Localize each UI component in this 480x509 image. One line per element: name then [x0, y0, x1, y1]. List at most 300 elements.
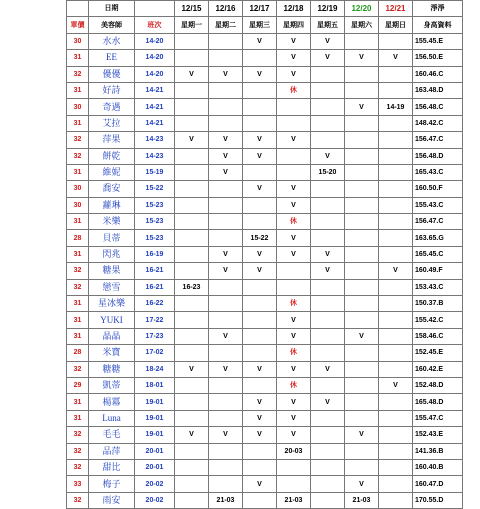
day-cell: V — [243, 66, 277, 82]
table-row — [67, 492, 463, 508]
day-cell — [311, 99, 345, 115]
name-cell: 品萍 — [89, 443, 135, 459]
table-row — [67, 328, 463, 344]
day-cell — [277, 164, 311, 180]
date-cell: 12/19 — [311, 1, 345, 17]
table-row — [67, 427, 463, 443]
day-cell — [345, 115, 379, 131]
day-cell — [379, 214, 413, 230]
name-cell: 楊冪 — [89, 394, 135, 410]
day-cell — [175, 492, 209, 508]
day-cell — [209, 230, 243, 246]
class-cell: 17-22 — [135, 312, 175, 328]
day-cell — [243, 345, 277, 361]
id-cell: 156.47.C — [413, 132, 463, 148]
day-cell — [311, 443, 345, 459]
day-cell: V — [311, 50, 345, 66]
order-cell: 31 — [67, 312, 89, 328]
table-row — [67, 296, 463, 312]
day-cell — [175, 181, 209, 197]
day-cell — [175, 345, 209, 361]
day-cell: V — [209, 263, 243, 279]
name-cell: 毛毛 — [89, 427, 135, 443]
day-cell: V — [209, 427, 243, 443]
class-cell: 14-23 — [135, 148, 175, 164]
day-cell — [243, 164, 277, 180]
day-cell: V — [277, 410, 311, 426]
order-cell: 29 — [67, 377, 89, 393]
day-cell — [345, 132, 379, 148]
day-cell: 20-03 — [277, 443, 311, 459]
day-cell — [175, 230, 209, 246]
date-cell-sunday: 12/21 — [379, 1, 413, 17]
day-cell — [311, 66, 345, 82]
day-cell — [243, 296, 277, 312]
day-cell — [209, 214, 243, 230]
weekday-cell: 星期六 — [345, 17, 379, 33]
id-cell: 170.55.D — [413, 492, 463, 508]
class-cell: 17-23 — [135, 328, 175, 344]
id-cell: 160.42.E — [413, 361, 463, 377]
day-cell — [175, 115, 209, 131]
day-cell — [243, 115, 277, 131]
order-cell: 28 — [67, 230, 89, 246]
table-row — [67, 181, 463, 197]
day-cell — [209, 345, 243, 361]
day-cell — [345, 410, 379, 426]
day-cell — [175, 410, 209, 426]
order-cell: 31 — [67, 410, 89, 426]
class-cell: 19-01 — [135, 410, 175, 426]
id-cell: 155.42.C — [413, 312, 463, 328]
day-cell — [379, 394, 413, 410]
day-cell — [209, 377, 243, 393]
col-class-header: 班次 — [135, 17, 175, 33]
order-cell: 28 — [67, 345, 89, 361]
day-cell: V — [277, 427, 311, 443]
day-cell — [311, 181, 345, 197]
day-cell — [345, 148, 379, 164]
date-cell: 12/16 — [209, 1, 243, 17]
col-id-header: 身高資料 — [413, 17, 463, 33]
order-cell: 32 — [67, 361, 89, 377]
day-cell — [345, 197, 379, 213]
day-cell — [379, 246, 413, 262]
header-standard: 淨淨 — [413, 1, 463, 17]
day-cell — [243, 99, 277, 115]
day-cell: V — [345, 99, 379, 115]
name-cell: 維妮 — [89, 164, 135, 180]
day-cell: 休 — [277, 296, 311, 312]
class-cell: 17-02 — [135, 345, 175, 361]
order-cell: 32 — [67, 132, 89, 148]
name-cell: 閃兆 — [89, 246, 135, 262]
header-row-columns — [67, 17, 463, 33]
id-cell: 152.43.E — [413, 427, 463, 443]
day-cell — [175, 394, 209, 410]
order-cell: 31 — [67, 394, 89, 410]
day-cell — [345, 296, 379, 312]
day-cell — [345, 66, 379, 82]
day-cell: V — [243, 361, 277, 377]
order-cell: 30 — [67, 99, 89, 115]
day-cell — [345, 181, 379, 197]
day-cell: V — [277, 394, 311, 410]
day-cell — [311, 459, 345, 475]
name-cell: 糖糖 — [89, 361, 135, 377]
day-cell: V — [277, 328, 311, 344]
day-cell — [379, 476, 413, 492]
id-cell: 155.43.C — [413, 197, 463, 213]
table-row — [67, 345, 463, 361]
day-cell — [243, 377, 277, 393]
day-cell — [175, 377, 209, 393]
class-cell: 20-01 — [135, 459, 175, 475]
day-cell — [277, 99, 311, 115]
day-cell — [209, 33, 243, 49]
name-cell: 喬安 — [89, 181, 135, 197]
class-cell: 14-21 — [135, 115, 175, 131]
day-cell — [277, 279, 311, 295]
day-cell — [209, 394, 243, 410]
name-cell: 晶晶 — [89, 328, 135, 344]
day-cell: 15-20 — [311, 164, 345, 180]
day-cell — [379, 66, 413, 82]
order-cell: 31 — [67, 328, 89, 344]
id-cell: 155.47.C — [413, 410, 463, 426]
class-cell: 19-01 — [135, 394, 175, 410]
day-cell: V — [243, 246, 277, 262]
day-cell — [345, 345, 379, 361]
day-cell — [379, 279, 413, 295]
name-cell: EE — [89, 50, 135, 66]
day-cell — [209, 476, 243, 492]
day-cell — [175, 197, 209, 213]
day-cell — [379, 82, 413, 98]
day-cell: 21-03 — [277, 492, 311, 508]
day-cell — [175, 246, 209, 262]
order-cell: 31 — [67, 164, 89, 180]
table-row — [67, 443, 463, 459]
day-cell: V — [209, 328, 243, 344]
name-cell: Luna — [89, 410, 135, 426]
day-cell: V — [277, 66, 311, 82]
day-cell: V — [209, 361, 243, 377]
day-cell — [209, 312, 243, 328]
class-cell: 15-23 — [135, 214, 175, 230]
day-cell — [379, 361, 413, 377]
day-cell — [379, 427, 413, 443]
class-cell: 19-01 — [135, 427, 175, 443]
weekday-cell: 星期一 — [175, 17, 209, 33]
name-cell: YUKI — [89, 312, 135, 328]
header-blank — [67, 1, 89, 17]
day-cell — [243, 328, 277, 344]
name-cell: 凱蒂 — [89, 377, 135, 393]
day-cell — [379, 328, 413, 344]
table-row — [67, 279, 463, 295]
class-cell: 18-01 — [135, 377, 175, 393]
day-cell — [379, 443, 413, 459]
day-cell: V — [243, 263, 277, 279]
day-cell: 15-22 — [243, 230, 277, 246]
weekday-cell: 星期二 — [209, 17, 243, 33]
id-cell: 160.46.C — [413, 66, 463, 82]
day-cell: V — [311, 246, 345, 262]
day-cell: V — [345, 476, 379, 492]
day-cell — [345, 230, 379, 246]
day-cell — [311, 214, 345, 230]
day-cell — [277, 263, 311, 279]
order-cell: 30 — [67, 33, 89, 49]
header-date-label: 日期 — [89, 1, 135, 17]
name-cell: 蘿琳 — [89, 197, 135, 213]
day-cell — [311, 410, 345, 426]
day-cell: 休 — [277, 214, 311, 230]
weekday-cell: 星期五 — [311, 17, 345, 33]
schedule-table — [66, 0, 463, 509]
day-cell: V — [243, 132, 277, 148]
class-cell: 20-02 — [135, 492, 175, 508]
day-cell: V — [209, 164, 243, 180]
day-cell: V — [277, 312, 311, 328]
day-cell: V — [277, 361, 311, 377]
day-cell — [209, 296, 243, 312]
id-cell: 165.45.C — [413, 246, 463, 262]
id-cell: 160.49.F — [413, 263, 463, 279]
id-cell: 156.47.C — [413, 214, 463, 230]
name-cell: 好詩 — [89, 82, 135, 98]
table-row — [67, 115, 463, 131]
day-cell: V — [311, 33, 345, 49]
day-cell — [209, 99, 243, 115]
day-cell — [311, 377, 345, 393]
class-cell: 15-23 — [135, 197, 175, 213]
day-cell — [345, 214, 379, 230]
day-cell — [243, 279, 277, 295]
order-cell: 31 — [67, 82, 89, 98]
day-cell — [209, 50, 243, 66]
class-cell: 16-21 — [135, 263, 175, 279]
order-cell: 32 — [67, 459, 89, 475]
class-cell: 14-20 — [135, 50, 175, 66]
day-cell: V — [345, 328, 379, 344]
table-row — [67, 476, 463, 492]
table-row — [67, 312, 463, 328]
day-cell — [379, 410, 413, 426]
day-cell — [277, 115, 311, 131]
id-cell: 152.45.E — [413, 345, 463, 361]
day-cell — [379, 492, 413, 508]
day-cell: V — [311, 394, 345, 410]
order-cell: 31 — [67, 115, 89, 131]
day-cell: V — [209, 66, 243, 82]
id-cell: 165.43.C — [413, 164, 463, 180]
day-cell — [209, 197, 243, 213]
day-cell — [175, 459, 209, 475]
day-cell — [277, 148, 311, 164]
table-row — [67, 377, 463, 393]
day-cell — [243, 214, 277, 230]
day-cell: 休 — [277, 82, 311, 98]
day-cell: V — [209, 148, 243, 164]
weekday-cell: 星期三 — [243, 17, 277, 33]
day-cell — [345, 164, 379, 180]
day-cell — [209, 279, 243, 295]
date-cell: 12/17 — [243, 1, 277, 17]
day-cell — [243, 459, 277, 475]
day-cell — [311, 197, 345, 213]
header-blank — [135, 1, 175, 17]
day-cell: V — [277, 33, 311, 49]
day-cell — [379, 197, 413, 213]
day-cell — [379, 33, 413, 49]
order-cell: 32 — [67, 66, 89, 82]
day-cell — [311, 296, 345, 312]
id-cell: 155.45.E — [413, 33, 463, 49]
day-cell: 休 — [277, 345, 311, 361]
day-cell — [311, 476, 345, 492]
order-cell: 32 — [67, 443, 89, 459]
name-cell: 優優 — [89, 66, 135, 82]
id-cell: 150.37.B — [413, 296, 463, 312]
day-cell — [243, 443, 277, 459]
name-cell: 梅子 — [89, 476, 135, 492]
name-cell: 糖果 — [89, 263, 135, 279]
day-cell: V — [311, 148, 345, 164]
day-cell: V — [243, 181, 277, 197]
order-cell: 32 — [67, 263, 89, 279]
day-cell: V — [311, 263, 345, 279]
day-cell: V — [243, 394, 277, 410]
weekday-cell: 星期日 — [379, 17, 413, 33]
day-cell: 21-03 — [345, 492, 379, 508]
day-cell — [175, 443, 209, 459]
day-cell — [379, 181, 413, 197]
table-row — [67, 132, 463, 148]
day-cell: V — [379, 263, 413, 279]
day-cell — [243, 197, 277, 213]
day-cell: V — [243, 427, 277, 443]
day-cell — [311, 279, 345, 295]
day-cell: V — [345, 50, 379, 66]
id-cell: 160.47.D — [413, 476, 463, 492]
day-cell: V — [379, 377, 413, 393]
day-cell — [311, 345, 345, 361]
day-cell — [345, 394, 379, 410]
class-cell: 14-21 — [135, 99, 175, 115]
day-cell: 休 — [277, 377, 311, 393]
class-cell: 16-21 — [135, 279, 175, 295]
name-cell: 米樂 — [89, 214, 135, 230]
day-cell — [175, 296, 209, 312]
day-cell — [379, 115, 413, 131]
id-cell: 148.42.C — [413, 115, 463, 131]
day-cell — [175, 476, 209, 492]
name-cell: 奇遇 — [89, 99, 135, 115]
class-cell: 14-23 — [135, 132, 175, 148]
day-cell — [345, 279, 379, 295]
day-cell: V — [243, 410, 277, 426]
day-cell — [345, 246, 379, 262]
order-cell: 32 — [67, 427, 89, 443]
day-cell — [209, 181, 243, 197]
order-cell: 33 — [67, 476, 89, 492]
day-cell: 14-19 — [379, 99, 413, 115]
id-cell: 153.43.C — [413, 279, 463, 295]
table-row — [67, 410, 463, 426]
table-row — [67, 459, 463, 475]
table-row — [67, 99, 463, 115]
day-cell — [175, 99, 209, 115]
table-row — [67, 164, 463, 180]
date-cell-saturday: 12/20 — [345, 1, 379, 17]
id-cell: 156.48.D — [413, 148, 463, 164]
day-cell: V — [209, 132, 243, 148]
day-cell — [311, 230, 345, 246]
id-cell: 156.50.E — [413, 50, 463, 66]
date-cell: 12/15 — [175, 1, 209, 17]
day-cell — [345, 33, 379, 49]
id-cell: 156.48.C — [413, 99, 463, 115]
table-row — [67, 66, 463, 82]
day-cell — [311, 132, 345, 148]
order-cell: 31 — [67, 246, 89, 262]
day-cell: V — [277, 50, 311, 66]
day-cell: V — [277, 230, 311, 246]
day-cell — [345, 312, 379, 328]
name-cell: 米寶 — [89, 345, 135, 361]
class-cell: 18-24 — [135, 361, 175, 377]
day-cell — [175, 148, 209, 164]
id-cell: 141.36.B — [413, 443, 463, 459]
day-cell: V — [277, 132, 311, 148]
day-cell: V — [243, 148, 277, 164]
day-cell: V — [277, 181, 311, 197]
day-cell — [175, 214, 209, 230]
order-cell: 31 — [67, 214, 89, 230]
day-cell — [209, 82, 243, 98]
day-cell — [175, 312, 209, 328]
order-cell: 32 — [67, 279, 89, 295]
day-cell — [243, 312, 277, 328]
name-cell: 雨安 — [89, 492, 135, 508]
table-row — [67, 50, 463, 66]
day-cell — [345, 82, 379, 98]
table-row — [67, 246, 463, 262]
id-cell: 152.48.D — [413, 377, 463, 393]
day-cell — [175, 50, 209, 66]
col-order-header: 單價 — [67, 17, 89, 33]
class-cell: 14-20 — [135, 66, 175, 82]
day-cell — [209, 459, 243, 475]
name-cell: 萍果 — [89, 132, 135, 148]
name-cell: 水水 — [89, 33, 135, 49]
day-cell — [175, 33, 209, 49]
name-cell: 艾拉 — [89, 115, 135, 131]
day-cell — [277, 476, 311, 492]
header-row-dates — [67, 1, 463, 17]
day-cell — [345, 361, 379, 377]
day-cell: V — [243, 33, 277, 49]
day-cell — [311, 312, 345, 328]
order-cell: 30 — [67, 181, 89, 197]
day-cell — [311, 82, 345, 98]
class-cell: 14-20 — [135, 33, 175, 49]
class-cell: 14-21 — [135, 82, 175, 98]
day-cell — [311, 328, 345, 344]
name-cell: 甜比 — [89, 459, 135, 475]
